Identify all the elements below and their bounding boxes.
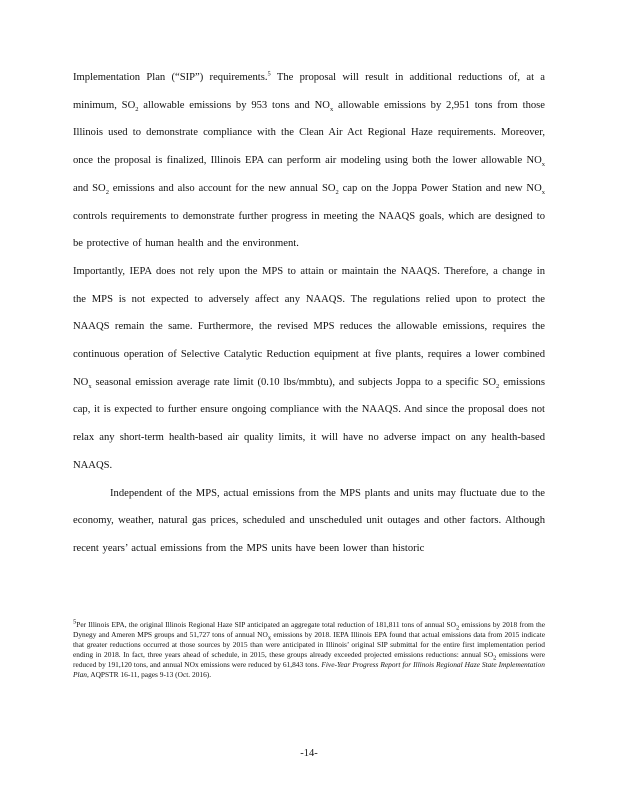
- page-number: -14-: [300, 748, 318, 759]
- text-run: The proposal will result in additional reductions of, at a minimum, SO: [73, 72, 546, 111]
- text-run: emissions and also account for the new annual SO: [108, 182, 336, 194]
- text-run: emissions by 2018. IEPA Illinois EPA found that actual emissions data from 2015 indicate that greater reductions occurred at those sources by 2015 than were anticipated in Illinois’ original SIP submittal for the entire first implementation period ending in 2018. In fact, three years ahead of schedule, in 2015, these groups already exceeded projected emissions reductions: annual SO: [73, 630, 545, 660]
- text-run: allowable emissions by 953 tons and NO: [138, 99, 330, 111]
- paragraph-3: Independent of the MPS, actual emissions from the MPS plants and units may fluctuate due to the economy, weather, natural gas prices, scheduled and unscheduled unit outages and other factors. Although recent years’ actual emissions from the MPS units have been lower than historic: [73, 487, 545, 554]
- text-run: seasonal emission average rate limit (0.10 lbs/mmbtu), and subjects Joppa to a specific SO: [91, 376, 497, 388]
- footnote-reference[interactable]: 5: [267, 70, 271, 78]
- subscript: x: [267, 634, 272, 642]
- subscript: 2: [135, 105, 139, 113]
- subscript: x: [329, 105, 334, 113]
- footnote-text: [73, 620, 545, 681]
- subscript: 2: [335, 188, 339, 196]
- text-run: Importantly, IEPA does not rely upon the MPS to attain or maintain the NAAQS. Therefore, a change in the MPS is not expected to adversely affect any NAAQS. The regulations relied upon to protect the NAAQS remain the same. Furthermore, the revised MPS reduces the allowable emissions, requires the continuous operation of Selective Catalytic Reduction equipment at five plants, requires a lower combined NO: [73, 265, 545, 388]
- subscript: x: [541, 161, 545, 169]
- text-run: emissions cap, it is expected to further ensure ongoing compliance with the NAAQS. And since the proposal does not relax any short-term health-based air quality limits, it will have no adverse impact on any health-based NAAQS.: [73, 376, 545, 471]
- subscript: 2: [496, 382, 500, 390]
- paragraph-1: [73, 64, 545, 258]
- footnote-marker: 5: [73, 618, 77, 626]
- text-run: Per Illinois EPA, the original Illinois Regional Haze SIP anticipated an aggregate total reduction of 181,811 tons of annual SO: [76, 620, 456, 629]
- text-run: cap on the Joppa Power Station and new NO: [338, 182, 542, 194]
- subscript: 2: [456, 624, 460, 632]
- text-run: , AQPSTR 16-11, pages 9-13 (Oct. 2016).: [86, 670, 212, 680]
- citation-title: Five-Year Progress Report for Illinois Regional Haze State Implementation Plan: [73, 660, 546, 680]
- text-run: emissions were reduced by 191,120 tons, and annual NOx emissions were reduced by 61,843 tons.: [73, 650, 545, 670]
- text-run: Implementation Plan (“SIP”) requirements.: [73, 72, 268, 83]
- subscript: 2: [493, 654, 497, 662]
- paragraph-2: [73, 258, 545, 480]
- text-run: controls requirements to demonstrate further progress in meeting the NAAQS goals, which are designed to be protective of human health and the environment.: [73, 210, 545, 250]
- text-run: allowable emissions by 2,951 tons from those Illinois used to demonstrate compliance with the Clean Air Act Regional Haze requirements. Moreover, once the proposal is finalized, Illinois EPA can perform air modeling using both the lower allowable NO: [73, 99, 545, 167]
- text-run: and SO: [73, 182, 106, 194]
- subscript: 2: [105, 188, 109, 196]
- footnote: [73, 620, 545, 681]
- text-run: emissions by 2018 from the Dynegy and Ameren MPS groups and 51,727 tons of annual NO: [73, 620, 545, 640]
- subscript: x: [88, 382, 92, 390]
- subscript: x: [541, 188, 545, 196]
- body-text: [73, 64, 545, 563]
